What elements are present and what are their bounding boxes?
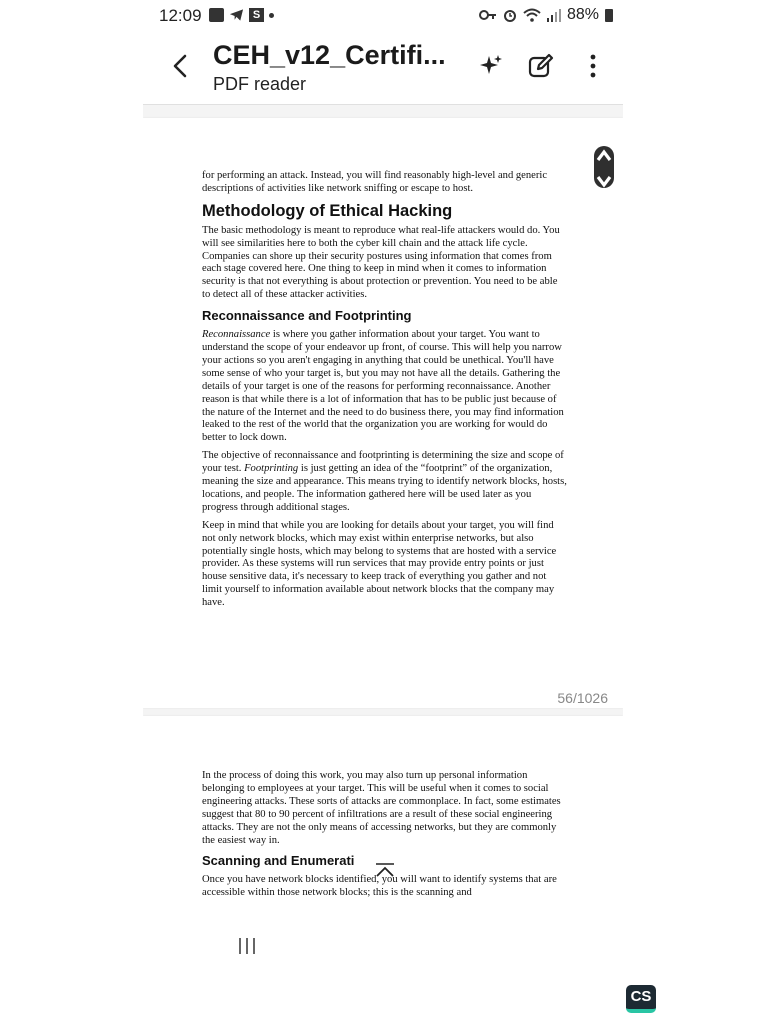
wifi-icon <box>523 8 541 22</box>
paragraph-text: is just getting an idea of the “footprint” of the organization, meaning the size and appearance. This means trying to identify network blocks, hosts, locations, and people. The information gathered here will be used later as you progress through additional stages. <box>202 463 567 513</box>
page-counter: 56/1026 <box>557 690 608 706</box>
battery-percent: 88% <box>566 6 599 23</box>
app-bar <box>143 32 623 105</box>
edit-icon[interactable] <box>527 52 555 80</box>
signal-icon <box>547 8 561 22</box>
chevron-up-icon <box>594 146 614 166</box>
pdf-page[interactable] <box>143 716 623 972</box>
status-bar <box>143 0 623 32</box>
paragraph: Keep in mind that while you are looking for details about your target, you will find not only network blocks, which may exist within enterprise networks, but also potentially single hosts, which may belong to systems that are hosted with a service provider. As these systems will run services that may provide entry points or just house sensitive data, it's necessary to keep track of everything you gather and not limit yourself to information available about network blocks that the company may have. <box>202 519 557 609</box>
term: Footprinting <box>244 463 299 475</box>
image-icon <box>209 8 224 22</box>
paragraph: for performing an attack. Instead, you will find reasonably high-level and generic descriptions of activities like network sniffing or escape to host. <box>202 170 548 194</box>
system-icons <box>479 6 613 24</box>
dot-icon <box>269 13 274 18</box>
section-heading: Methodology of Ethical Hacking <box>202 201 453 220</box>
paragraph <box>202 329 568 445</box>
document-subtitle: PDF reader <box>213 74 307 94</box>
pdf-page[interactable] <box>143 118 623 708</box>
page-text <box>202 170 568 615</box>
back-arrow-icon[interactable] <box>167 50 195 82</box>
document-title: CEH_v12_Certifi... <box>213 40 446 70</box>
notification-icons <box>209 8 274 22</box>
chevron-down-icon <box>594 171 614 191</box>
phone-screen <box>143 0 623 972</box>
subsection-heading: Reconnaissance and Footprinting <box>202 308 412 324</box>
paragraph: In the process of doing this work, you may also turn up personal information belonging to employees at your target. This will be useful when it comes to social engineering attacks. These sorts of attacks are commonplace. In fact, some estimates suggest that 80 to 90 percent of infiltrations are a result of these social engineering attacks. They are not the only means of accessing networks, but they are commonly the easiest way in. <box>202 770 561 846</box>
battery-icon <box>605 9 613 22</box>
chevron-up-icon[interactable] <box>373 862 397 878</box>
s-app-icon: S <box>249 8 264 22</box>
key-icon <box>479 9 497 21</box>
subsection-heading: Scanning and Enumerati <box>202 853 355 869</box>
alarm-icon <box>503 8 517 22</box>
sparkle-ai-icon[interactable] <box>477 52 505 80</box>
status-time: 12:09 <box>159 6 202 25</box>
paragraph <box>202 450 568 515</box>
page-text <box>202 770 568 905</box>
term: Reconnaissance <box>202 329 271 341</box>
paragraph: Once you have network blocks identified, you will want to identify systems that are accessible within those network blocks; this is the scanning and <box>202 874 557 899</box>
recents-icon[interactable] <box>235 936 259 956</box>
scanner-app-badge: CS <box>626 985 656 1013</box>
telegram-icon <box>229 8 244 22</box>
fast-scroll-handle[interactable] <box>594 146 614 188</box>
more-vert-icon[interactable] <box>579 52 607 80</box>
paragraph: The basic methodology is meant to reproduce what real-life attackers would do. You will see similarities here to both the cyber kill chain and the attack life cycle. Companies can shore up their security postures using information that comes from each stage covered here. One thing to keep in mind when it comes to information security is that not everything is about protection or prevention. You need to be able to detect all of these attacker activities. <box>202 224 560 301</box>
paragraph-text: The objective of reconnaissance and footprinting is determining the size and scope of your test. <box>202 450 564 475</box>
paragraph-text: is where you gather information about your target. You want to understand the scope of your endeavor up front, of course. This will help you narrow your actions so you aren't engaging in anything that could be unethical. You'll have some sense of who your target is, but you may not have all the details. Gathering the details of your target is one of the reasons for performing reconnaissance. Another reason is that while there is a lot of information that has to be public just because of the nature of the Internet and the need to do business there, you may find information leaked to the rest of the world that the organization you are working for would do better to lock down. <box>202 329 564 444</box>
